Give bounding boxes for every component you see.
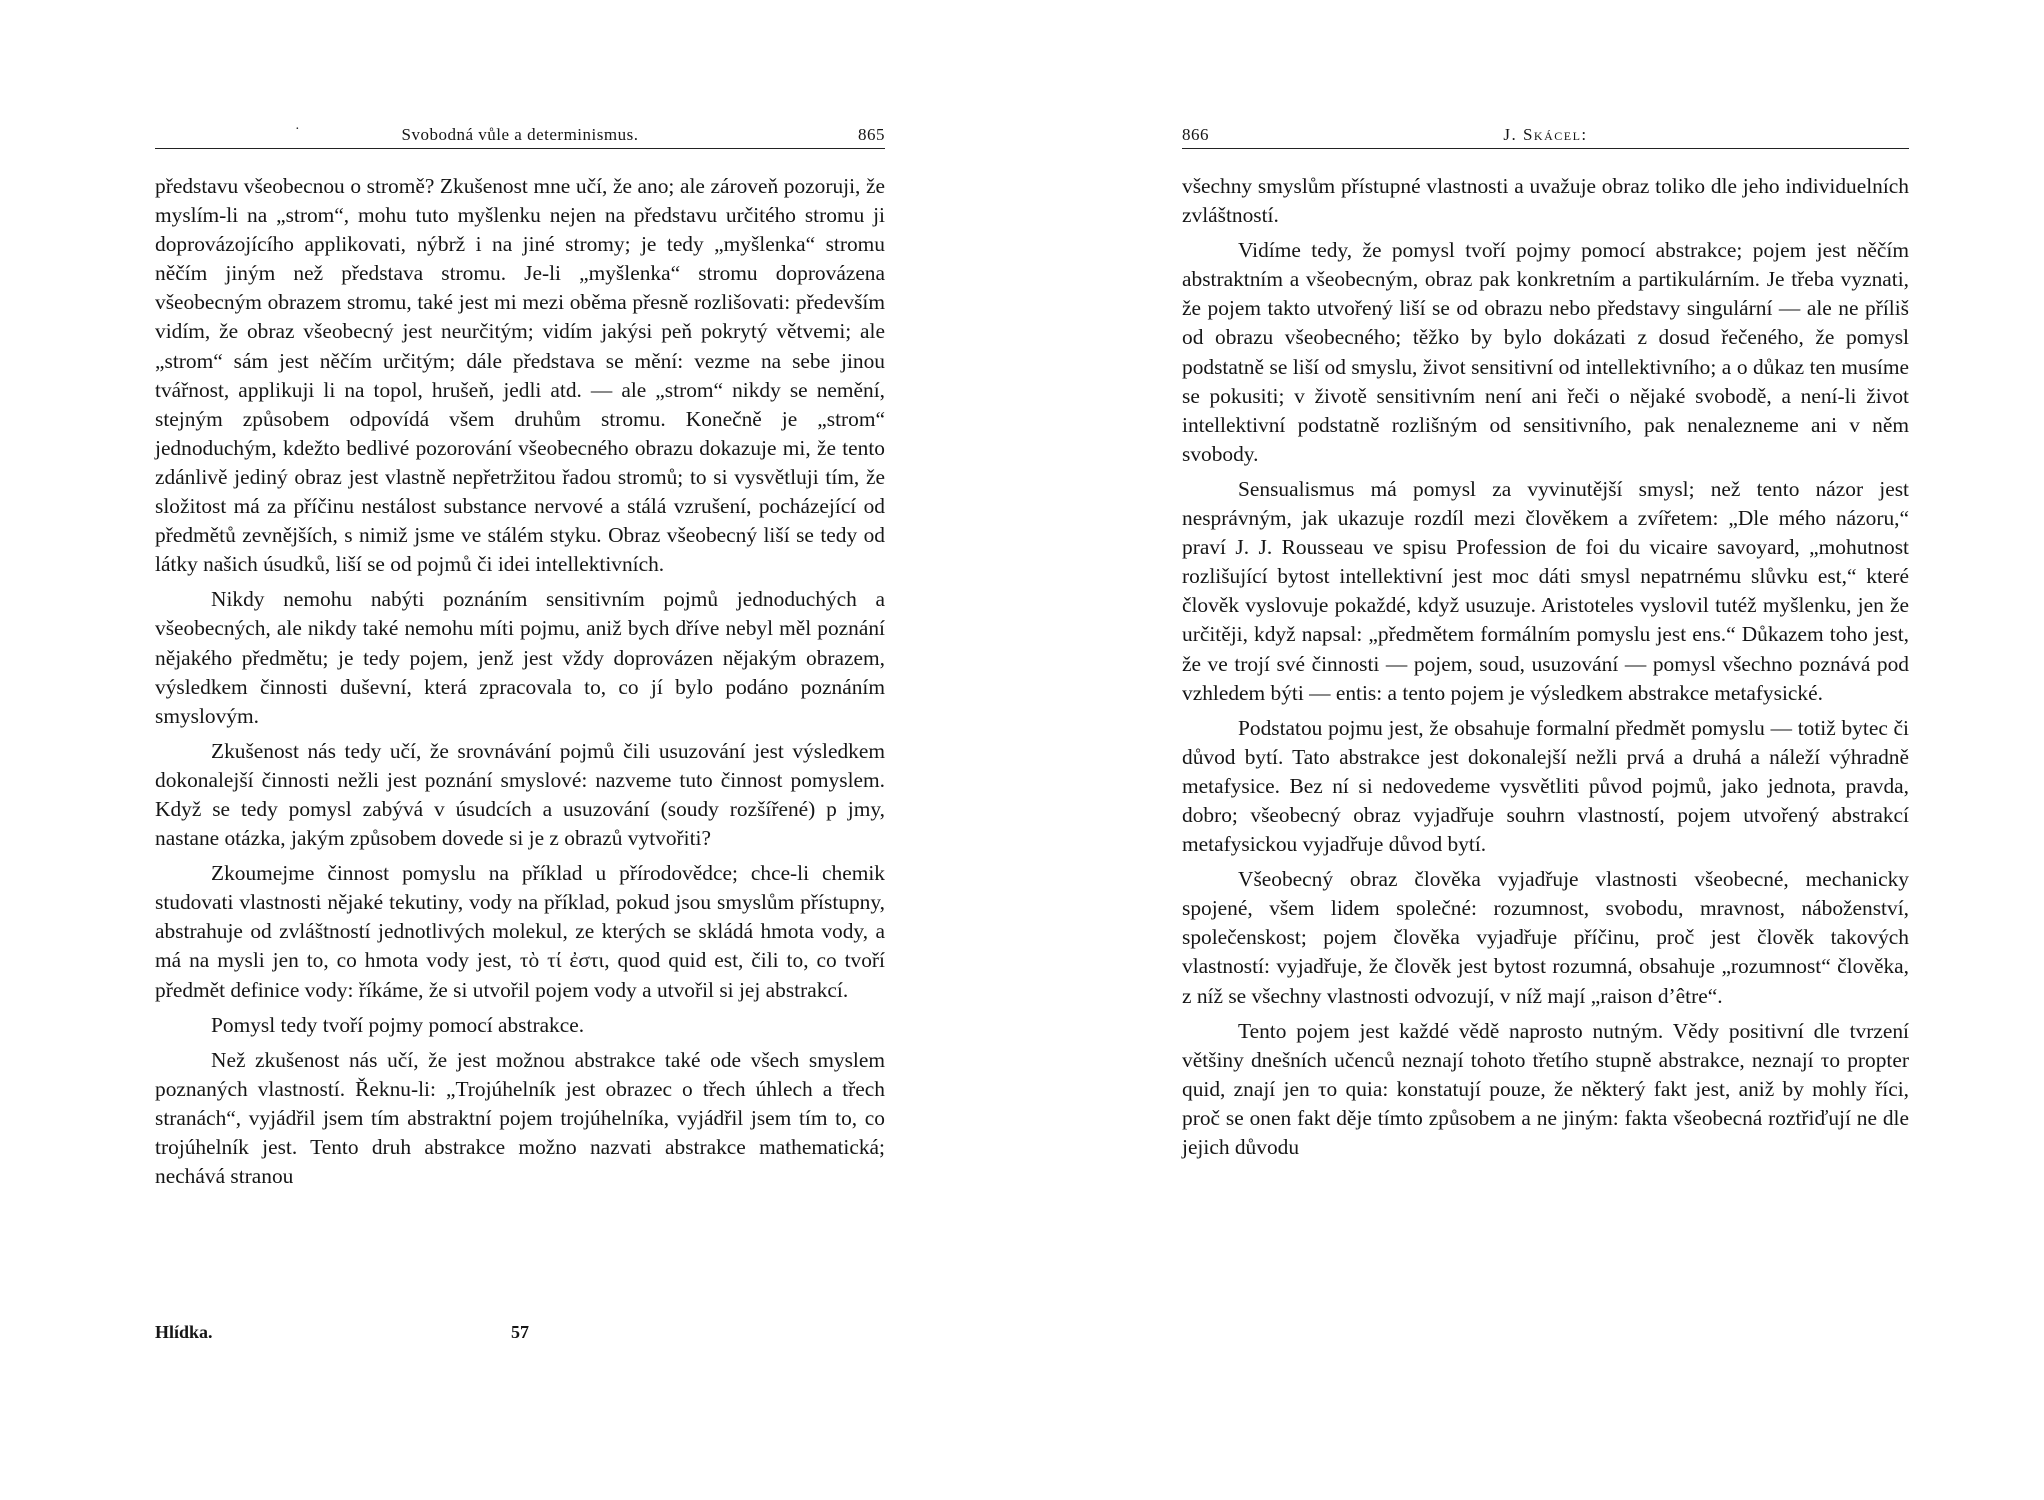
running-header-left	[155, 122, 885, 149]
paragraph: všechny smyslům přístupné vlastnosti a uvažuje obraz toliko dle jeho individuelních zvláštností.	[1182, 174, 1909, 228]
paragraph: představu všeobecnou o stromě? Zkušenost mne učí, že ano; ale zároveň pozoruji, že myslím-li na „strom“, mohu tuto myšlenku nejen na představu určitého stromu ji doprovázojícího applikovati, nýbrž i na jiné stromy; je tedy „myšlenka“ stromu něčím jiným než představa stromu. Je-li „myšlenka“ stromu doprovázena všeobecným obrazem stromu, také jest mi mezi oběma přesně rozlišovati: především vidím, že obraz všeobecný jest neurčitým; vidím jakýsi peň pokrytý větvemi; ale „strom“ sám jest něčím určitým; dále představa se mění: vezme na sebe jinou tvářnost, applikuji li na topol, hrušeň, jedli atd. — ale „strom“ nikdy se nemění, stejným způsobem odpovídá všem druhům stromu. Konečně je „strom“ jednoduchým, kdežto bedlivé pozorování všeobecného obrazu dokazuje mi, že tento zdánlivě jediný obraz jest vlastně nepřetržitou řadou stromů; to si vysvětluji tím, že složitost má za příčinu nestálost substance nervové a stálá vzrušení, pocházející od předmětů zevnějších, s nimiž jsme ve stálém styku. Obraz všeobecný liší se tedy od látky našich úsudků, liší se od pojmů či idei intellektivních.	[155, 174, 885, 577]
right-page	[1022, 0, 2044, 1500]
body-text-right	[1182, 172, 1909, 1168]
paragraph: Zkušenost nás tedy učí, že srovnávání pojmů čili usuzování jest výsledkem dokonalejší činnosti nežli jest poznání smyslové: nazveme tuto činnost pomyslem. Když se tedy pomysl zabývá v úsudcích a usuzování (soudy rozšířené) p jmy, nastane otázka, jakým způsobem dovede si je z obrazů vytvořiti?	[155, 738, 885, 851]
body-text-left	[155, 172, 885, 1197]
page-footer	[155, 1322, 885, 1350]
footer-signature: Hlídka.	[155, 1322, 213, 1342]
paragraph: Zkoumejme činnost pomyslu na příklad u přírodovědce; chce-li chemik studovati vlastnosti nějaké tekutiny, vody na příklad, pokud jsou smyslům přístupny, abstrahuje od zvláštností jednotlivých molekul, ze kterých se skládá hmota vody, a má na mysli jen to, co hmota vody jest, τὸ τί ἐστι, quod quid est, čili to, co tvoří předmět definice vody: říkáme, že si utvořil pojem vody a utvořil si jej abstrakcí.	[155, 861, 885, 1002]
paragraph: Tento pojem jest každé vědě naprosto nutným. Vědy positivní dle tvrzení většiny dnešních učenců neznají tohoto třetího stupně abstrakce, neznají το propter quid, znají jen το quia: konstatují pouze, že některý fakt jest, aniž by mohly říci, proč se onen fakt děje tímto způsobem a ne jiným: fakta všeobecná roztřiďují ne dle jejich důvodu	[1182, 1018, 1909, 1159]
paragraph: Pomysl tedy tvoří pojmy pomocí abstrakce.	[211, 1012, 585, 1037]
running-header-right	[1182, 122, 1909, 149]
page-number: 866	[1182, 125, 1209, 144]
paragraph: Sensualismus má pomysl za vyvinutější smysl; než tento názor jest nesprávným, jak ukazuje rozdíl mezi člověkem a zvířetem: „Dle mého názoru,“ praví J. J. Rousseau ve spisu Profession de foi du vicaire savoyard, „mohutnost rozlišující bytost intellektivní jest moc dáti smysl nepatrnému slůvku est,“ které člověk vyslovuje pokaždé, když usuzuje. Aristoteles vyslovil tutéž myšlenku, jen že určitěji, když napsal: „předmětem formálním pomyslu jest ens.“ Důkazem toho jest, že ve trojí své činnosti — pojem, soud, usuzování — pomysl všechno poznává pod vzhledem býti — entis: a tento pojem je výsledkem abstrakce metafysické.	[1182, 476, 1909, 705]
paragraph: Všeobecný obraz člověka vyjadřuje vlastnosti všeobecné, mechanicky spojené, všem lidem společné: rozumnost, svobodu, mravnost, náboženství, společenskost; pojem člověka vyjadřuje příčinu, proč jest člověk takových vlastností: vyjadřuje, že člověk jest bytost rozumná, obsahuje „rozumnost“ člověka, z níž se všechny vlastnosti odvozují, v níž mají „raison d’être“.	[1182, 867, 1909, 1008]
page-number: 865	[858, 125, 885, 144]
footer-folio: 57	[511, 1322, 529, 1342]
header-dot: ·	[295, 122, 301, 137]
paragraph: Podstatou pojmu jest, že obsahuje formalní předmět pomyslu — totiž bytec či důvod bytí. Tato abstrakce jest dokonalejší nežli prvá a druhá a náleží výhradně metafysice. Bez ní si nedovedeme vysvětliti původ pojmů, jako jednota, pravda, dobro; všeobecný obraz vyjadřuje souhrn vlastností, pojem utvořený abstrakcí metafysickou vyjadřuje důvod bytí.	[1182, 715, 1909, 857]
header-title: Svobodná vůle a determinismus.	[401, 125, 639, 144]
paragraph: Než zkušenost nás učí, že jest možnou abstrakce také ode všech smyslem poznaných vlastností. Řeknu-li: „Trojúhelník jest obrazec o třech úhlech a třech stranách“, vyjádřil jsem tím abstraktní pojem trojúhelníka, vyjádřil jsem tím to, co trojúhelník jest. Tento druh abstrakce možno nazvati abstrakce mathematická; nechává stranou	[155, 1047, 885, 1189]
paragraph: Vidíme tedy, že pomysl tvoří pojmy pomocí abstrakce; pojem jest něčím abstraktním a všeobecným, obraz pak konkretním a partikulárním. Je třeba vyznati, že pojem takto utvořený liší se od obrazu nebo představy singulární — ale ne příliš od obrazu všeobecného; těžko by bylo dokázati z dosud řečeného, že pomysl podstatně se liší od smyslu, život sensitivní od intellektivního; a o důkaz ten musíme se pokusiti; v životě sensitivním není ani řeči o nějaké svobodě, a není-li život intellektivní podstatně rozlišným od sensitivního, pak nenalezneme ani v něm svobody.	[1182, 238, 1909, 466]
header-author: J. Skácel:	[1503, 125, 1588, 144]
paragraph: Nikdy nemohu nabýti poznáním sensitivním pojmů jednoduchých a všeobecných, ale nikdy také nemohu míti pojmu, aniž bych dříve nebyl měl poznání nějakého předmětu; je tedy pojem, jenž jest vždy doprovázen nějakým obrazem, výsledkem činnosti duševní, která zpracovala to, co jí bylo podáno poznáním smyslovým.	[155, 587, 885, 728]
